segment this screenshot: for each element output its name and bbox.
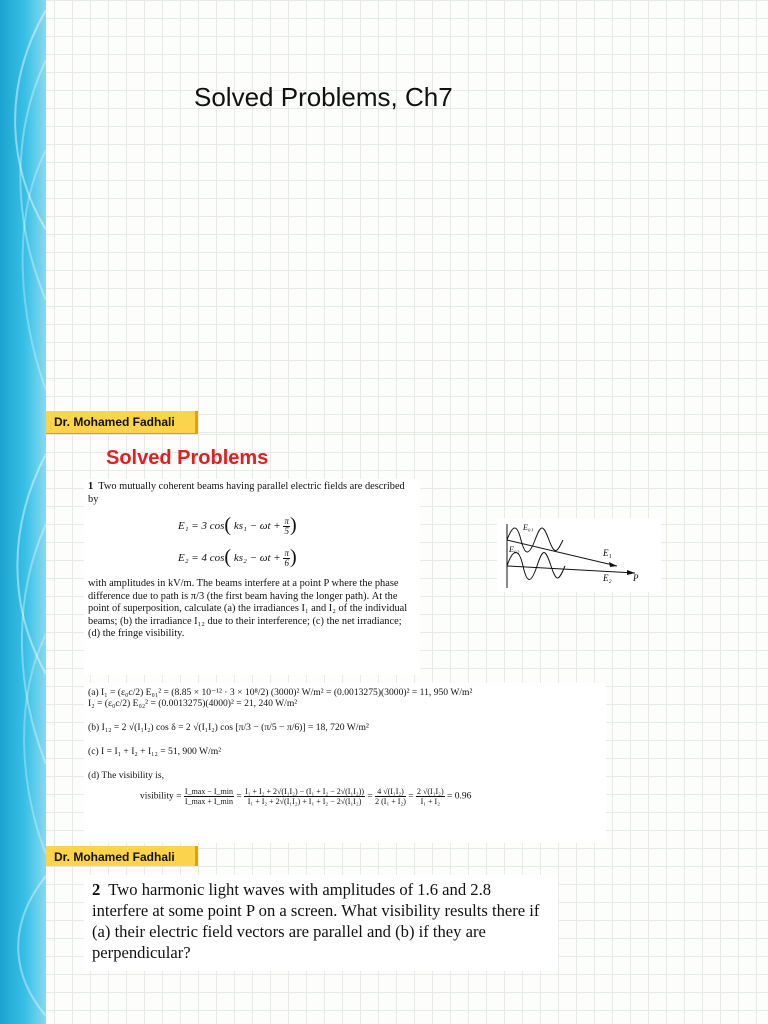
label-e02: E₀₂	[509, 545, 520, 554]
solution-part-b: (b) I₁₂ = 2 √(I₁I₂) cos δ = 2 √(I₁I₂) cos [π/3 − (π/5 − π/6)] = 18, 720 W/m²	[88, 722, 369, 733]
slide-1	[0, 0, 768, 434]
problem-number: 1	[88, 481, 94, 492]
author-label: Dr. Mohamed Fadhali	[46, 411, 198, 433]
problem-2-body: Two harmonic light waves with amplitudes of 1.6 and 2.8 interfere at some point P on a screen. What visibility results there if (a) their electric field vectors are parallel and (b) if they are perpendicular?	[92, 880, 540, 962]
problem-1-body: with amplitudes in kV/m. The beams interfere at a point P where the phase difference due to path is π/3 (the first beam having the longer path). At the point of superposition, calculate (a) the irradiances I₁ and I₂ of the individual beams; (b) the irradiance I₁₂ due to their interference; (c) the net irradiance; (d) the fringe visibility.	[88, 578, 408, 639]
solution-part-d: (d) The visibility is,	[88, 770, 165, 781]
decorative-side-band	[0, 434, 46, 866]
label-e2: E₂	[603, 573, 612, 583]
author-label: Dr. Mohamed Fadhali	[46, 846, 198, 866]
solution-part-a-2: I₂ = (ε₀c/2) E₀₂² = (0.0013275)(4000)² = 21, 240 W/m²	[88, 698, 298, 709]
equation-e2: E₂ = 4 cos( ks₂ − ωt + $\frac{\pi}{6}$ )	[178, 546, 297, 568]
visibility-equation: visibility = $\frac{I\_\max - I\_\min}{I\_\max + I\_\min}$ = $\frac{\text{I₁ + I₂ + 2√(I₁I₂) − (I₁ + I₂ − 2√(I₁I₂))}}{\text{I₁ + I₂ + 2√(I₁I₂) + I₁ + I₂ − 2√(I₁I₂)}}$ = $\frac{\text{4 √(I₁I₂)}}{\text{2 (I₁ + I₂)}}$ = $\frac{\text{2 √(I₁I₂)}}{\text{I₁ + I₂}}$ = 0.96	[140, 787, 472, 806]
decorative-side-band	[0, 0, 46, 434]
problem-1-text	[84, 479, 420, 675]
problem-number: 2	[92, 880, 101, 899]
label-e1: E₁	[603, 548, 612, 558]
slide-title: Solved Problems, Ch7	[194, 82, 453, 112]
solution-part-c: (c) I = I₁ + I₂ + I₁₂ = 51, 900 W/m²	[88, 746, 222, 757]
label-e01: E₀₁	[523, 523, 534, 532]
label-p: P	[633, 573, 639, 583]
solved-problems-heading: Solved Problems	[106, 447, 269, 469]
problem-1-solution	[84, 683, 606, 843]
problem-2-text	[84, 875, 558, 971]
wave-interference-figure	[497, 518, 661, 592]
solution-part-a-1: (a) I₁ = (ε₀c/2) E₀₁² = (8.85 × 10⁻¹² · 3 × 10⁸/2) (3000)² W/m² = (0.0013275)(3000)² = 11, 950 W/m²	[88, 687, 473, 698]
equation-e1: E₁ = 3 cos( ks₁ − ωt + $\frac{\pi}{5}$ )	[178, 514, 297, 536]
wave-diagram	[497, 518, 661, 592]
problem-1-intro: 1 Two mutually coherent beams having parallel electric fields are described by	[88, 481, 405, 505]
decorative-side-band	[0, 866, 46, 1024]
